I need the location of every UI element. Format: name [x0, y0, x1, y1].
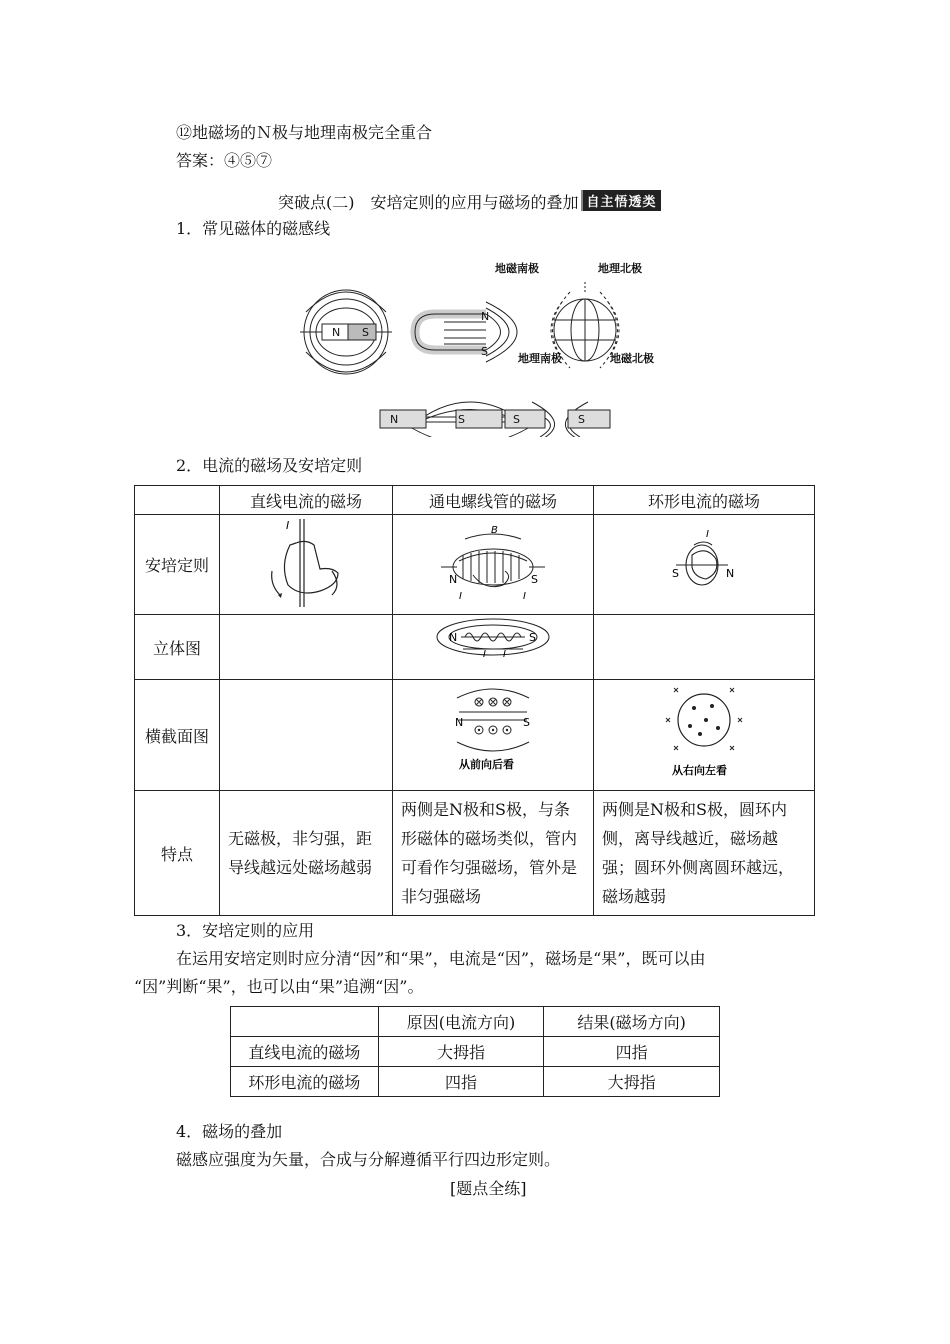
solenoid-3d-i1: I: [483, 649, 486, 660]
t2-row2-cause: 四指: [378, 1067, 544, 1097]
straight-feature: 无磁极，非匀强，距导线越远处磁场越弱: [220, 791, 393, 916]
label-geographic-south: 地理南极: [518, 352, 562, 365]
bar-n-label: N: [332, 326, 341, 339]
magnet-field-lines-figure: [300, 252, 690, 437]
loop-rule-cell: [594, 515, 815, 615]
straight-current-i: I: [286, 519, 290, 532]
solenoid-3d-cell: [393, 615, 594, 680]
t1-row-label-3d: 立体图: [135, 615, 220, 680]
solenoid-rule-i2: I: [523, 591, 526, 602]
t1-row-label-rule: 安培定则: [135, 515, 220, 615]
t2-header-effect: 结果(磁场方向): [544, 1007, 720, 1037]
solenoid-cross-figure: [393, 680, 593, 786]
loop-cross-caption: 从右向左看: [672, 764, 727, 777]
solenoid-rule-n: N: [449, 573, 458, 586]
label-geomagnetic-south: 地磁南极: [495, 262, 539, 275]
section-title-text: 突破点(二) 安培定则的应用与磁场的叠加: [278, 193, 579, 212]
solenoid-rule-s: S: [531, 573, 538, 586]
straight-cross-cell: [220, 680, 393, 791]
loop-feature: 两侧是N极和S极，圆环内侧，离导线越近，磁场越强；圆环外侧离圆环越远，磁场越弱: [594, 791, 815, 916]
label-geomagnetic-north: 地磁北极: [610, 352, 654, 365]
part3-heading: 3．安培定则的应用: [176, 921, 315, 940]
straight-wire-hand-figure: [220, 515, 392, 610]
solenoid-3d-i2: I: [503, 649, 506, 660]
part4-heading: 4．磁场的叠加: [176, 1122, 283, 1141]
solenoid-cross-cell: [393, 680, 594, 791]
solenoid-rule-i1: I: [459, 591, 462, 602]
t1-header-empty: [135, 486, 220, 515]
straight-3d-cell: [220, 615, 393, 680]
solenoid-feature: 两侧是N极和S极，与条形磁体的磁场类似，管内可看作匀强磁场，管外是非匀强磁场: [393, 791, 594, 916]
attract-s-label: S: [458, 413, 465, 426]
solenoid-b-label: B: [491, 525, 498, 536]
solenoid-cross-n: N: [455, 716, 464, 729]
straight-rule-cell: [220, 515, 393, 615]
t2-row2-label: 环形电流的磁场: [231, 1067, 379, 1097]
answer: 答案：④⑤⑦: [176, 151, 273, 170]
label-geographic-north: 地理北极: [598, 262, 642, 275]
loop-hand-figure: [594, 515, 814, 610]
solenoid-3d-n: N: [449, 631, 458, 644]
practice-label: [题点全练]: [450, 1179, 527, 1198]
loop-cross-figure: [594, 680, 814, 786]
attract-n-label: N: [390, 413, 399, 426]
loop-rule-n: N: [726, 567, 735, 580]
t2-row1-effect: 四指: [544, 1037, 720, 1067]
solenoid-cross-s: S: [523, 716, 530, 729]
part3-para-line1: 在运用安培定则时应分清“因”和“果”，电流是“因”，磁场是“果”，既可以由: [176, 949, 706, 968]
solenoid-3d-s: S: [529, 631, 536, 644]
section-title: [278, 190, 661, 213]
current-field-table: [134, 485, 815, 916]
part2-heading: 2．电流的磁场及安培定则: [176, 456, 363, 475]
part1-heading: 1．常见磁体的磁感线: [176, 219, 331, 238]
t1-header-straight: 直线电流的磁场: [220, 486, 393, 515]
t1-row-label-cross: 横截面图: [135, 680, 220, 791]
solenoid-cross-caption: 从前向后看: [459, 758, 514, 771]
t1-header-loop: 环形电流的磁场: [594, 486, 815, 515]
solenoid-rule-cell: [393, 515, 594, 615]
loop-3d-cell: [594, 615, 815, 680]
t2-row1-cause: 大拇指: [378, 1037, 544, 1067]
t1-header-solenoid: 通电螺线管的磁场: [393, 486, 594, 515]
loop-rule-s: S: [672, 567, 679, 580]
repel-s2-label: S: [578, 413, 585, 426]
t2-header-empty: [231, 1007, 379, 1037]
section-tag: 自主悟透类: [581, 190, 661, 211]
horseshoe-n-label: N: [481, 310, 490, 323]
loop-cross-cell: [594, 680, 815, 791]
repel-s1-label: S: [513, 413, 520, 426]
item-12: ⑫地磁场的Ｎ极与地理南极完全重合: [176, 123, 433, 142]
part4-text: 磁感应强度为矢量，合成与分解遵循平行四边形定则。: [176, 1150, 561, 1169]
t2-row2-effect: 大拇指: [544, 1067, 720, 1097]
bar-s-label: S: [362, 326, 369, 339]
t2-row1-label: 直线电流的磁场: [231, 1037, 379, 1067]
t1-row-label-feature: 特点: [135, 791, 220, 916]
solenoid-hand-figure: [393, 515, 593, 610]
part3-para-line2: “因”判断“果”，也可以由“果”追溯“因”。: [134, 977, 424, 996]
solenoid-3d-figure: [393, 615, 593, 675]
horseshoe-s-label: S: [481, 345, 488, 358]
t2-header-cause: 原因(电流方向): [378, 1007, 544, 1037]
loop-rule-i: I: [706, 529, 709, 540]
cause-effect-table: [230, 1006, 720, 1097]
